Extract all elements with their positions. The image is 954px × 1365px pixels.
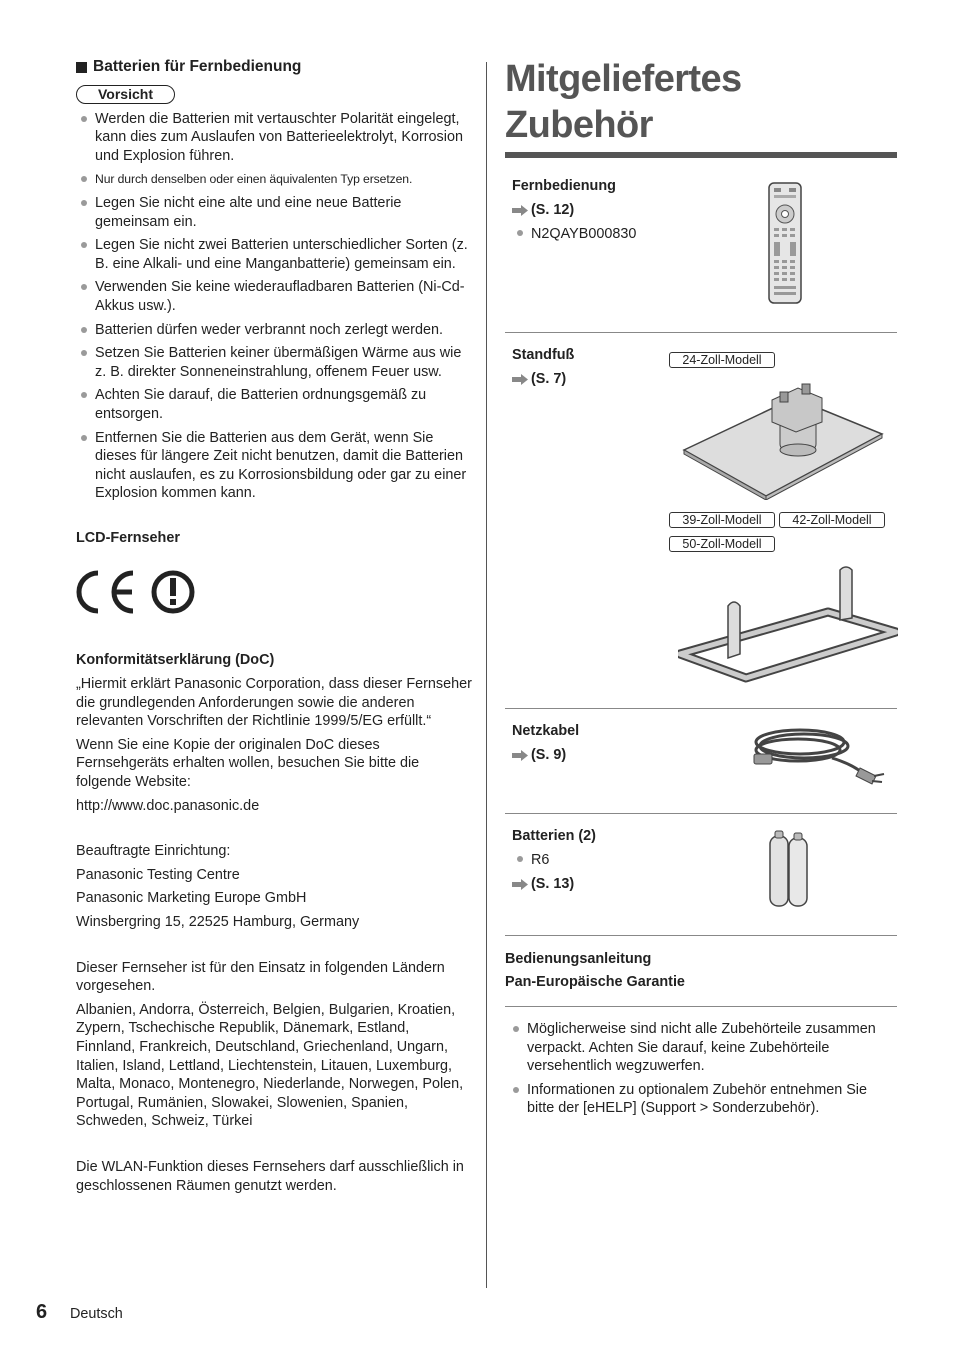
accessory-notes (508, 1020, 898, 1123)
list-item: Verwenden Sie keine wiederaufladbaren Batterien (Ni-Cd-Akkus usw.). (76, 278, 472, 315)
rep-line: Panasonic Marketing Europe GmbH (76, 890, 307, 907)
countries-intro: Dieser Fernseher ist für den Einsatz in folgenden Ländern vorgesehen. (76, 959, 445, 995)
title-rule (505, 152, 897, 158)
power-cable-image (752, 724, 886, 786)
page-title: Mitgeliefertes Zubehör (505, 58, 742, 146)
list-item: Legen Sie nicht eine alte und eine neue Batterie gemeinsam ein. (76, 194, 472, 231)
batteries-label: Batterien (2) (512, 828, 596, 844)
divider (505, 332, 897, 333)
remote-control-image (767, 182, 803, 304)
caution-label: Vorsicht (76, 85, 175, 104)
list-item: Setzen Sie Batterien keiner übermäßigen Wärme aus wie z. B. direkter Sonneneinstrahlung, offenem Feuer usw. (76, 344, 472, 381)
page-number: 6 (36, 1301, 48, 1323)
stand-24-image (682, 378, 884, 500)
stand-large-image (678, 566, 898, 684)
list-item: Möglicherweise sind nicht alle Zubehörteile zusammen verpackt. Achten Sie darauf, keine Zubehörteile versehentlich wegzuwerfen. (508, 1020, 898, 1076)
remote-label: Fernbedienung (512, 178, 616, 194)
alert-circle-icon (154, 573, 192, 611)
doc-heading: Konformitätserklärung (DoC) (76, 652, 275, 669)
arrow-right-icon (512, 879, 528, 890)
list-item: Achten Sie darauf, die Batterien ordnungsgemäß zu entsorgen. (76, 386, 472, 423)
model-badge-42: 42-Zoll-Modell (779, 512, 885, 528)
remote-item (512, 174, 636, 246)
stand-ref[interactable]: (S. 7) (512, 367, 574, 391)
stand-label: Standfuß (512, 347, 575, 363)
left-column (76, 58, 472, 1200)
arrow-right-icon (512, 750, 528, 761)
cable-ref[interactable]: (S. 9) (512, 743, 579, 767)
batteries-item (512, 824, 596, 896)
model-badge-50: 50-Zoll-Modell (669, 536, 775, 552)
warranty-label: Pan-Europäische Garantie (505, 974, 685, 990)
rep-line: Panasonic Testing Centre (76, 866, 240, 883)
square-bullet-icon (76, 62, 87, 73)
cable-item (512, 719, 579, 767)
list-item: Batterien dürfen weder verbrannt noch zerlegt werden. (76, 321, 472, 340)
divider (505, 1006, 897, 1007)
stand-item (512, 343, 574, 391)
cable-label: Netzkabel (512, 723, 580, 739)
remote-model: N2QAYB000830 (512, 222, 636, 246)
lcd-heading: LCD-Fernseher (76, 529, 180, 546)
rep-label: Beauftragte Einrichtung: (76, 843, 231, 860)
wlan-note: Die WLAN-Funktion dieses Fernsehers darf ausschließlich in geschlossenen Räumen genutzt werden. (76, 1158, 464, 1194)
batteries-image (768, 828, 810, 908)
list-item: Nur durch denselben oder einen äquivalenten Typ ersetzen. (76, 170, 472, 189)
model-badge-39: 39-Zoll-Modell (669, 512, 775, 528)
divider (505, 708, 897, 709)
arrow-right-icon (512, 205, 528, 216)
divider (505, 813, 897, 814)
footer-language: Deutsch (70, 1306, 123, 1322)
doc-quote: „Hiermit erklärt Panasonic Corporation, dass dieser Fernseher die grundlegenden Anforderungen sowie die anderen relevanten Vorschriften der Richtlinie 1999/5/EG erfüllt.“ (76, 676, 472, 730)
list-item: Entfernen Sie die Batterien aus dem Gerät, wenn Sie dieses für längere Zeit nicht benutzen, damit die Batterien nicht auslaufen, es zu Korrosionsbildung oder gar zu einer Explosion kommen kann. (76, 429, 472, 503)
batteries-type: R6 (512, 848, 596, 872)
ce-mark-icon (76, 569, 198, 615)
remote-ref[interactable]: (S. 12) (512, 198, 636, 222)
list-item: Werden die Batterien mit vertauschter Polarität eingelegt, kann dies zum Auslaufen von Batterieelektrolyt, Korrosion und Explosion führen. (76, 110, 472, 166)
list-item: Informationen zu optionalem Zubehör entnehmen Sie bitte der [eHELP] (Support > Sonderzubehör). (508, 1081, 898, 1118)
battery-section-heading: Batterien für Fernbedienung (76, 58, 472, 77)
model-badge-24: 24-Zoll-Modell (669, 352, 775, 368)
batteries-ref[interactable]: (S. 13) (512, 872, 596, 896)
documents-item (505, 948, 685, 994)
doc-copy-text: Wenn Sie eine Kopie der originalen DoC dieses Fernsehgeräts erhalten wollen, besuchen Sie bitte die folgende Website: (76, 736, 420, 791)
rep-line: Winsbergring 15, 22525 Hamburg, Germany (76, 914, 360, 930)
list-item: Legen Sie nicht zwei Batterien unterschiedlicher Sorten (z. B. eine Alkali- und eine Manganbatterie) gemeinsam ein. (76, 236, 472, 273)
divider (505, 935, 897, 936)
manual-label: Bedienungsanleitung (505, 951, 652, 967)
battery-warning-list (76, 110, 472, 503)
column-divider (486, 62, 487, 1288)
arrow-right-icon (512, 374, 528, 385)
ce-marks (76, 569, 472, 633)
doc-url[interactable]: http://www.doc.panasonic.de (76, 797, 260, 814)
notes-list (508, 1020, 898, 1118)
countries-list: Albanien, Andorra, Österreich, Belgien, Bulgarien, Kroatien, Zypern, Tschechische Republik, Dänemark, Estland, Finnland, Frankreich, Deutschland, Griechenland, Ungarn, Italien, Island, Lettland, Liechtenstein, Litauen, Luxemburg, Malta, Monaco, Montenegro, Niederlande, Norwegen, Polen, Portugal, Rumänien, Slowakei, Slowenien, Spanien, Schweden, Schweiz, Türkei (76, 1001, 464, 1130)
